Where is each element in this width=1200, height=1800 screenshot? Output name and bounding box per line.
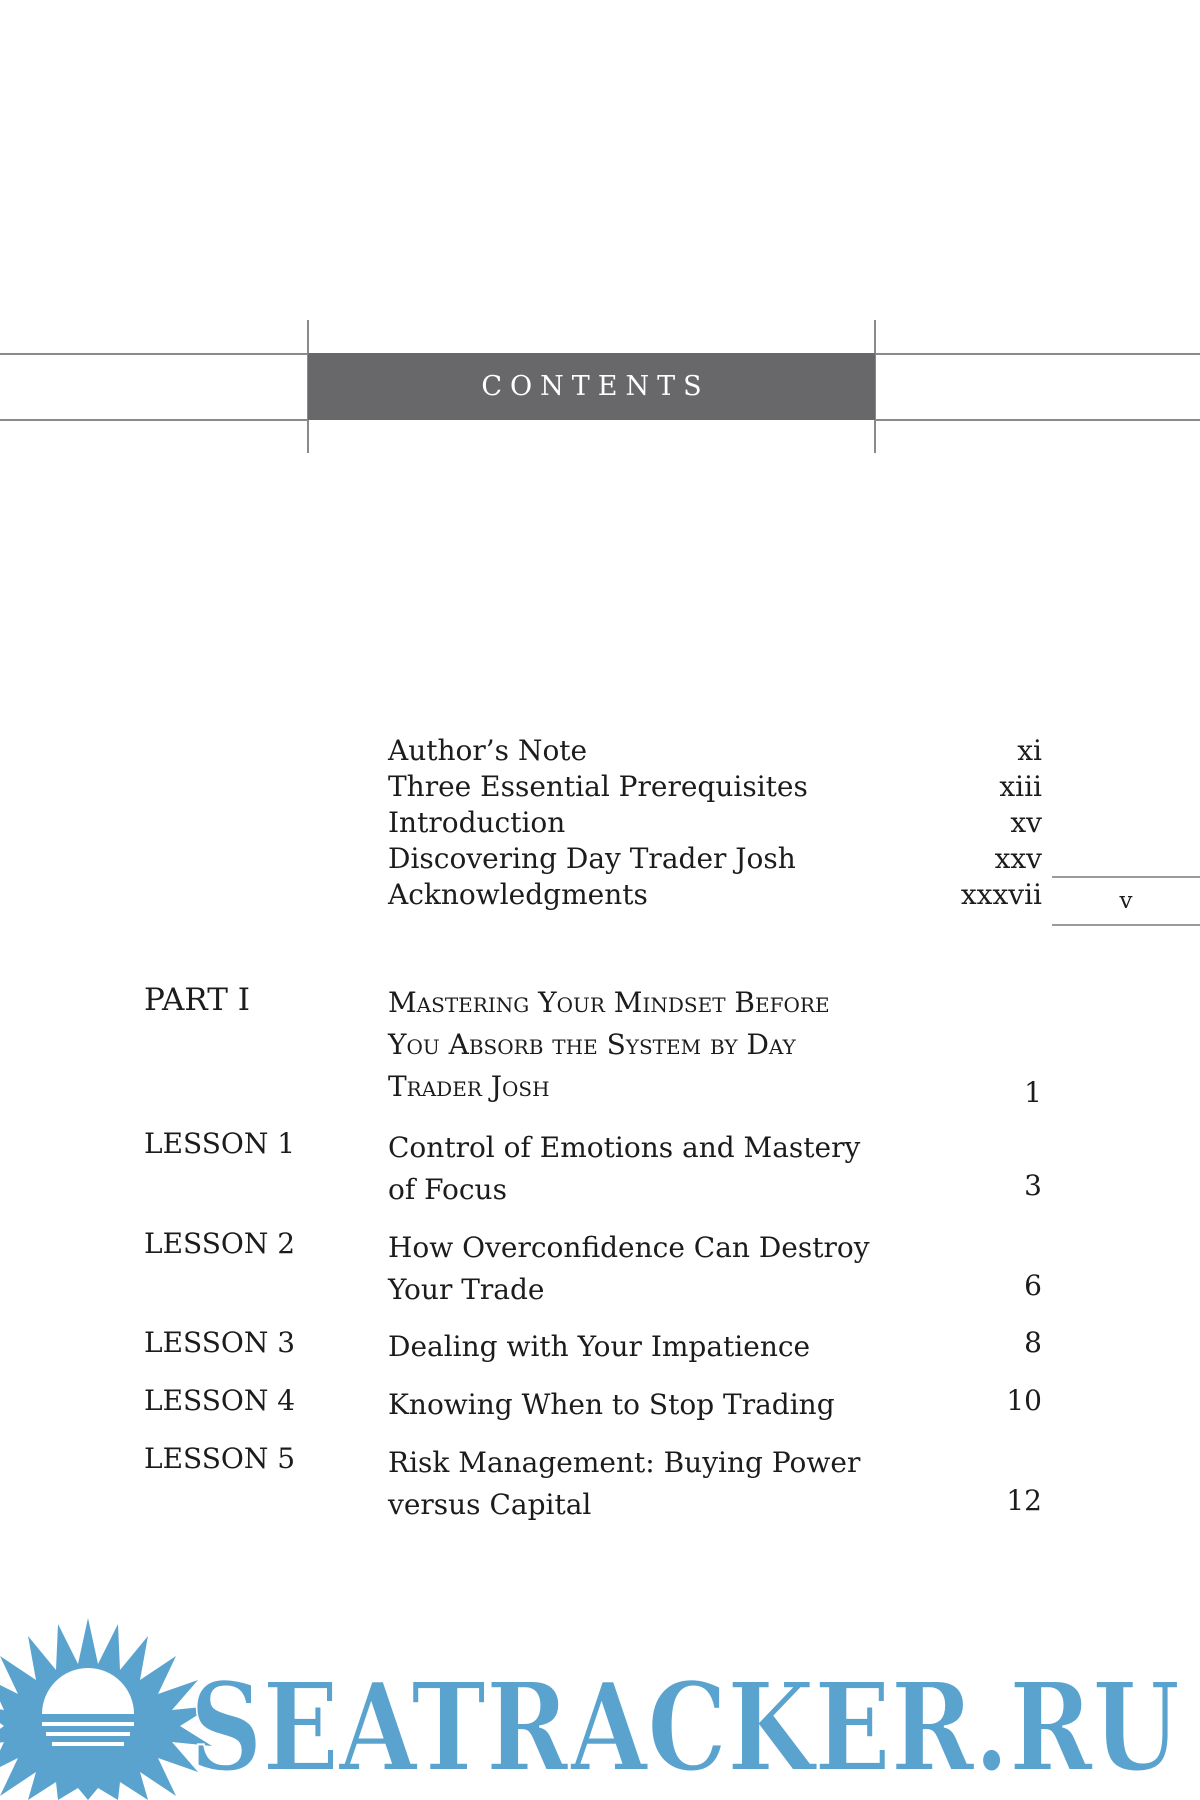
toc-entry-page: xiii: [999, 769, 1042, 803]
toc-lesson-entry[interactable]: [144, 1227, 1042, 1311]
lesson-title: [388, 1326, 948, 1368]
toc-entry[interactable]: [388, 840, 1042, 876]
lesson-label: LESSON 2: [144, 1227, 296, 1260]
lesson-page: 12: [1006, 1484, 1042, 1517]
lesson-title-line: Your Trade: [388, 1273, 545, 1306]
lesson-label: LESSON 4: [144, 1384, 296, 1417]
lesson-title: [388, 1442, 948, 1526]
toc-part-entry[interactable]: [144, 982, 1042, 1114]
toc-entry-title: Three Essential Prerequisites: [388, 769, 808, 803]
header-band: [308, 353, 875, 420]
toc-lesson-entry[interactable]: [144, 1127, 1042, 1211]
watermark-text: SEATRACKER.RU: [190, 1655, 1180, 1799]
part-page: 1: [1024, 1076, 1042, 1109]
page-title: CONTENTS: [481, 371, 710, 402]
toc-lesson-entry[interactable]: [144, 1442, 1042, 1526]
lesson-page: 3: [1024, 1169, 1042, 1202]
header-rule-bottom-left: [0, 419, 308, 421]
lesson-title-line: Control of Emotions and Mastery: [388, 1131, 861, 1164]
toc-entry[interactable]: [388, 876, 1042, 912]
lesson-title: [388, 1127, 948, 1211]
sun-burst-icon: [0, 1618, 212, 1800]
toc-entry[interactable]: [388, 768, 1042, 804]
toc-entry-page: xi: [1017, 733, 1042, 767]
part-label: PART I: [144, 982, 250, 1018]
lesson-page: 10: [1006, 1384, 1042, 1417]
page-tab-rule-bottom: [1052, 924, 1200, 926]
toc-entry-title: Author’s Note: [388, 733, 588, 767]
lesson-title-line: Dealing with Your Impatience: [388, 1330, 811, 1363]
lesson-label: LESSON 5: [144, 1442, 296, 1475]
lesson-page: 8: [1024, 1326, 1042, 1359]
lesson-title: [388, 1227, 948, 1311]
page-number: v: [1119, 888, 1133, 914]
toc-entry-title: Introduction: [388, 805, 566, 839]
page-tab-rule-top: [1052, 876, 1200, 878]
lesson-label: LESSON 3: [144, 1326, 296, 1359]
toc-entry-page: xxxvii: [960, 877, 1042, 911]
lesson-title-line: How Overconfidence Can Destroy: [388, 1231, 870, 1264]
part-title-line: Trader Josh: [388, 1070, 550, 1103]
toc-lesson-entry[interactable]: [144, 1326, 1042, 1368]
lesson-page: 6: [1024, 1269, 1042, 1302]
lesson-title: [388, 1384, 948, 1426]
lesson-title-line: versus Capital: [388, 1488, 592, 1521]
toc-entry-title: Acknowledgments: [388, 877, 648, 911]
watermark: [0, 1618, 1200, 1800]
header-rule-bottom-right: [875, 419, 1200, 421]
toc-entry-title: Discovering Day Trader Josh: [388, 841, 796, 875]
toc-entry-page: xv: [1010, 805, 1042, 839]
toc-entry[interactable]: [388, 732, 1042, 768]
lesson-title-line: of Focus: [388, 1173, 507, 1206]
toc-lesson-entry[interactable]: [144, 1384, 1042, 1426]
lesson-title-line: Risk Management: Buying Power: [388, 1446, 861, 1479]
part-title-line: You Absorb the System by Day: [388, 1028, 796, 1061]
toc-entry[interactable]: [388, 804, 1042, 840]
lesson-label: LESSON 1: [144, 1127, 296, 1160]
lesson-title-line: Knowing When to Stop Trading: [388, 1388, 835, 1421]
header-rule-top-left: [0, 353, 308, 355]
header-rule-top-right: [875, 353, 1200, 355]
part-title: [388, 982, 948, 1108]
front-matter-list: [388, 732, 1042, 912]
toc-entry-page: xxv: [994, 841, 1042, 875]
part-title-line: Mastering Your Mindset Before: [388, 986, 830, 1019]
